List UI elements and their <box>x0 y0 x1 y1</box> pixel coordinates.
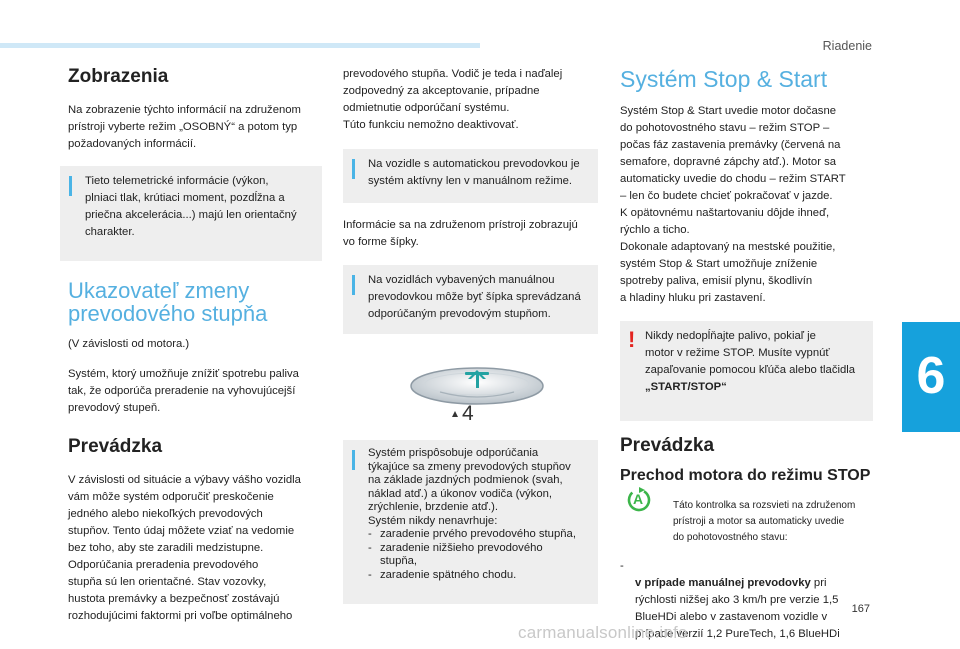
info-text-recommendations: Systém prispôsobuje odporúčania týkajúce sa zmeny prevodových stupňov na základe jazdných podmienok (svah, náklad atď.) a úkonov vodiča (výkon, zrýchlenie, brzdenie atď.). Systém nikdy nenavrhuje: <box>368 447 571 527</box>
heading-prevadzka-left: Prevádzka <box>68 436 163 457</box>
paragraph-zobrazenia: Na zobrazenie týchto informácií na združenom prístroji vyberte režim „OSOBNÝ“ a potom typ požadovaných informácií. <box>68 104 301 150</box>
stop-start-indicator-icon <box>626 487 652 518</box>
chapter-tab <box>902 322 960 432</box>
heading-stop-start: Systém Stop & Start <box>620 66 828 92</box>
column-middle <box>343 66 599 334</box>
info-marker-icon <box>352 450 355 470</box>
paragraph-stop-start: Systém Stop & Start uvedie motor dočasne do pohotovostného stavu – režim STOP – počas fáz zastavenia premávky (červená na semafore, dopravné zápchy atď.). Motor sa automaticky uvedie do chodu – režim START – len čo budete chcieť pokračovať v jazde. K opätovnému naštartovaniu dôjde ihneď, rýchlo a ticho. Dokonale adaptovaný na mestské použitie, systém Stop & Start umožňuje zníženie spotreby paliva, emisií plynu, škodlivín a hladiny hluku pri zastavení. <box>620 105 846 304</box>
list-item: - v prípade manuálnej prevodovky pri rýchlosti nižšej ako 3 km/h pre verzie 1,5 BlueHDi alebo v zastavenom vozidle v prípade verzií 1,2 PureTech, 1,6 BlueHDi <box>620 558 876 649</box>
info-text-automatic: Na vozidle s automatickou prevodovkou je systém aktívny len v manuálnom režime. <box>368 158 580 187</box>
info-marker-icon <box>352 275 355 295</box>
heading-ukazovatel: Ukazovateľ zmeny prevodového stupňa <box>68 278 268 326</box>
gear-shift-indicator-illustration <box>410 362 544 426</box>
page-number: 167 <box>851 603 870 615</box>
column-middle-lower <box>343 440 599 604</box>
warning-text-button: „START/STOP“ <box>645 381 727 393</box>
paragraph-continued: prevodového stupňa. Vodič je teda i naďalej zodpovedný za akceptovanie, prípadne odmietnutie odporúčaní systému. Túto funkciu nemožno deaktivovať. <box>343 68 563 131</box>
heading-zobrazenia: Zobrazenia <box>68 66 169 87</box>
column-right <box>620 66 876 649</box>
list-item: - zaradenie spätného chodu. <box>368 568 517 581</box>
paragraph-arrow-info: Informácie sa na združenom prístroji zobrazujú vo forme šípky. <box>343 219 578 248</box>
header-bar <box>0 43 480 48</box>
paragraph-prevadzka: V závislosti od situácie a výbavy vášho vozidla vám môže systém odporučiť preskočenie jedného alebo niekoľkých prevodových stupňov. Tento údaj môžete vziať na vedomie bez toho, aby ste zaradili medzistupne. Odporúčania preradenia prevodového stupňa sú len orientačné. Stav vozovky, hustota premávky a bezpečnosť zostávajú rozhodujúcimi faktormi pri voľbe optimálneho <box>68 474 301 622</box>
info-box-recommendations <box>343 440 598 604</box>
list-item: - zaradenie prvého prevodového stupňa, <box>368 528 576 540</box>
warning-box-fuel <box>620 321 873 421</box>
warning-text-fuel: Nikdy nedopĺňajte palivo, pokiaľ je motor v režime STOP. Musíte vypnúť zapaľovanie pomocou kľúča alebo tlačidla <box>645 330 856 376</box>
chapter-number: 6 <box>916 347 946 405</box>
info-marker-icon <box>69 176 72 196</box>
paragraph-indicator: Táto kontrolka sa rozsvieti na združenom prístroji a motor sa automaticky uvedie do pohotovostného stavu: <box>673 500 856 543</box>
bullet-text: rýchlosti nižšej ako 3 km/h pre verzie 1,5 BlueHDi alebo v zastavenom vozidle v prípade verzií 1,2 PureTech, 1,6 BlueHDi <box>635 594 840 640</box>
list-item: - zaradenie nižšieho prevodového stupňa, <box>368 541 543 567</box>
info-marker-icon <box>352 159 355 179</box>
info-text-manual: Na vozidlách vybavených manuálnou prevodovkou môže byť šípka sprevádzaná odporúčaným prevodovým stupňom. <box>368 274 581 320</box>
bullet-bold: v prípade manuálnej prevodovky <box>635 577 811 589</box>
heading-prechod-stop: Prechod motora do režimu STOP <box>620 467 871 484</box>
column-left <box>68 66 324 625</box>
paragraph-system-intro: Systém, ktorý umožňuje znížiť spotrebu paliva tak, že odporúča preradenie na vyhovujúcejší prevodový stupeň. <box>68 368 299 414</box>
info-box-telemetry <box>60 166 322 261</box>
info-box-automatic <box>343 149 598 203</box>
info-box-manual <box>343 265 598 334</box>
paragraph-motor-note: (V závislosti od motora.) <box>68 338 190 350</box>
recommended-gear: 4 <box>462 402 474 425</box>
watermark: carmanualsonline.info <box>518 623 688 642</box>
warning-exclamation-icon: ! <box>628 327 636 352</box>
heading-prevadzka-right: Prevádzka <box>620 435 715 456</box>
info-text-telemetry: Tieto telemetrické informácie (výkon, plniaci tlak, krútiaci moment, pozdĺžna a priečna akcelerácia...) majú len orientačný charakter. <box>85 175 297 238</box>
section-title: Riadenie <box>822 39 872 53</box>
stop-start-indicator-letter: A <box>633 491 644 507</box>
